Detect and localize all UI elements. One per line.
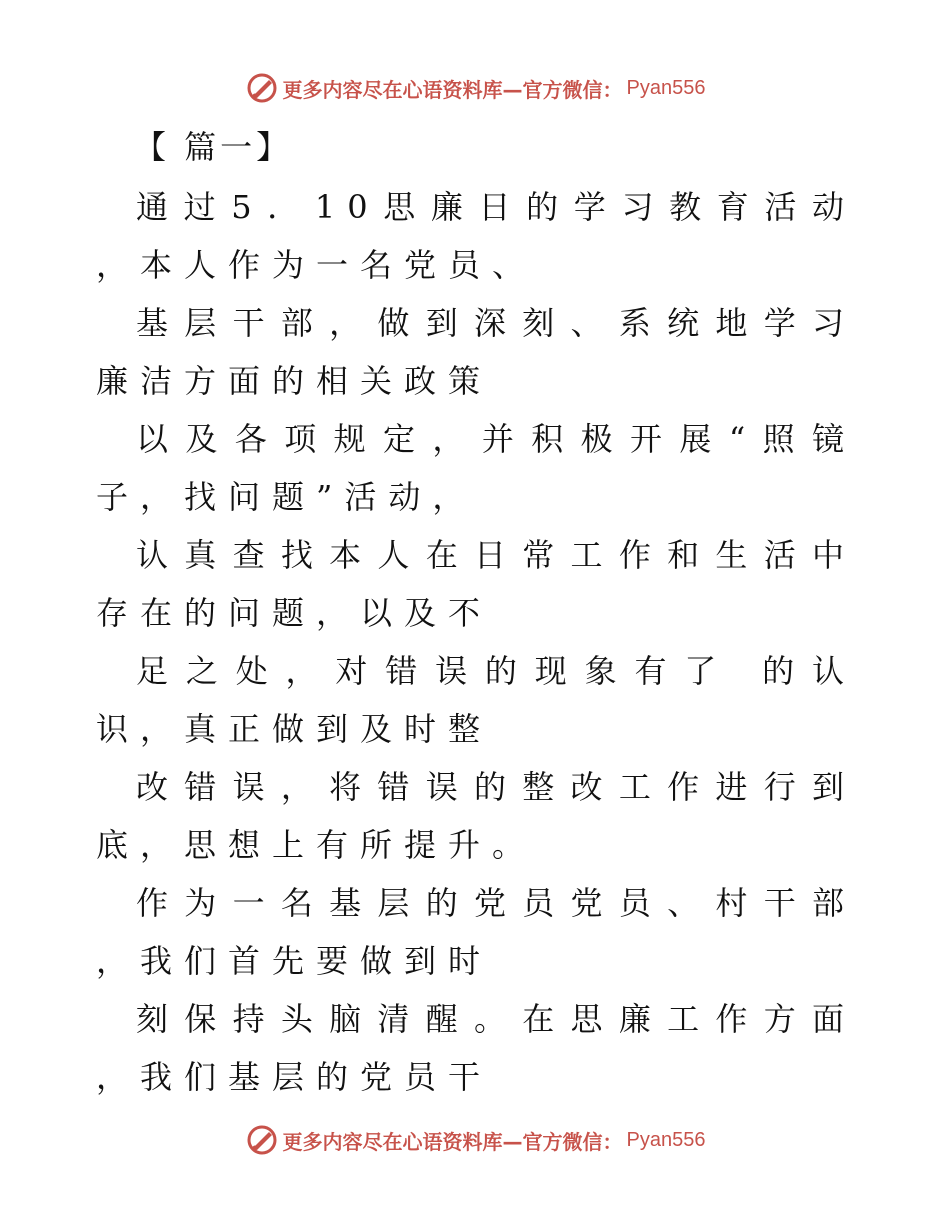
watermark-handle: Pyan556 [626, 1128, 706, 1151]
text-line: 认真查找本人在日常工作和生活中 [136, 536, 856, 574]
document-body [96, 120, 856, 1106]
watermark-handle: Pyan556 [626, 76, 706, 99]
section-heading: 【 篇一】 [134, 128, 293, 166]
text-line: ，本人作为一名党员、 [96, 246, 537, 284]
text-line: 通过5．10思廉日的学习教育活动 [136, 188, 856, 226]
text-line: 改错误，将错误的整改工作进行到 [136, 768, 856, 806]
text-line: 作为一名基层的党员党员、村干部 [136, 884, 856, 922]
footer-watermark [0, 1120, 950, 1160]
text-line: 基层干部，做到深刻、系统地学习 [136, 304, 856, 342]
text-line: ，我们基层的党员干 [96, 1058, 493, 1096]
text-line: 刻保持头脑清醒。在思廉工作方面 [136, 1000, 856, 1038]
brush-logo-icon [245, 71, 279, 105]
watermark-text: 更多内容尽在心语资料库—官方微信： [282, 1129, 623, 1154]
watermark-text: 更多内容尽在心语资料库—官方微信： [282, 77, 623, 102]
text-line: 子，找问题”活动， [96, 478, 477, 516]
text-line: 以及各项规定，并积极开展“照镜 [136, 420, 856, 458]
text-line: ，我们首先要做到时 [96, 942, 493, 980]
text-line: 足之处，对错误的现象有了 的认 [136, 652, 856, 690]
text-line: 廉洁方面的相关政策 [96, 362, 493, 400]
header-watermark [0, 68, 950, 108]
text-line: 识，真正做到及时整 [96, 710, 493, 748]
brush-logo-icon [245, 1123, 279, 1157]
text-line: 存在的问题，以及不 [96, 594, 493, 632]
text-line: 底，思想上有所提升。 [96, 826, 537, 864]
